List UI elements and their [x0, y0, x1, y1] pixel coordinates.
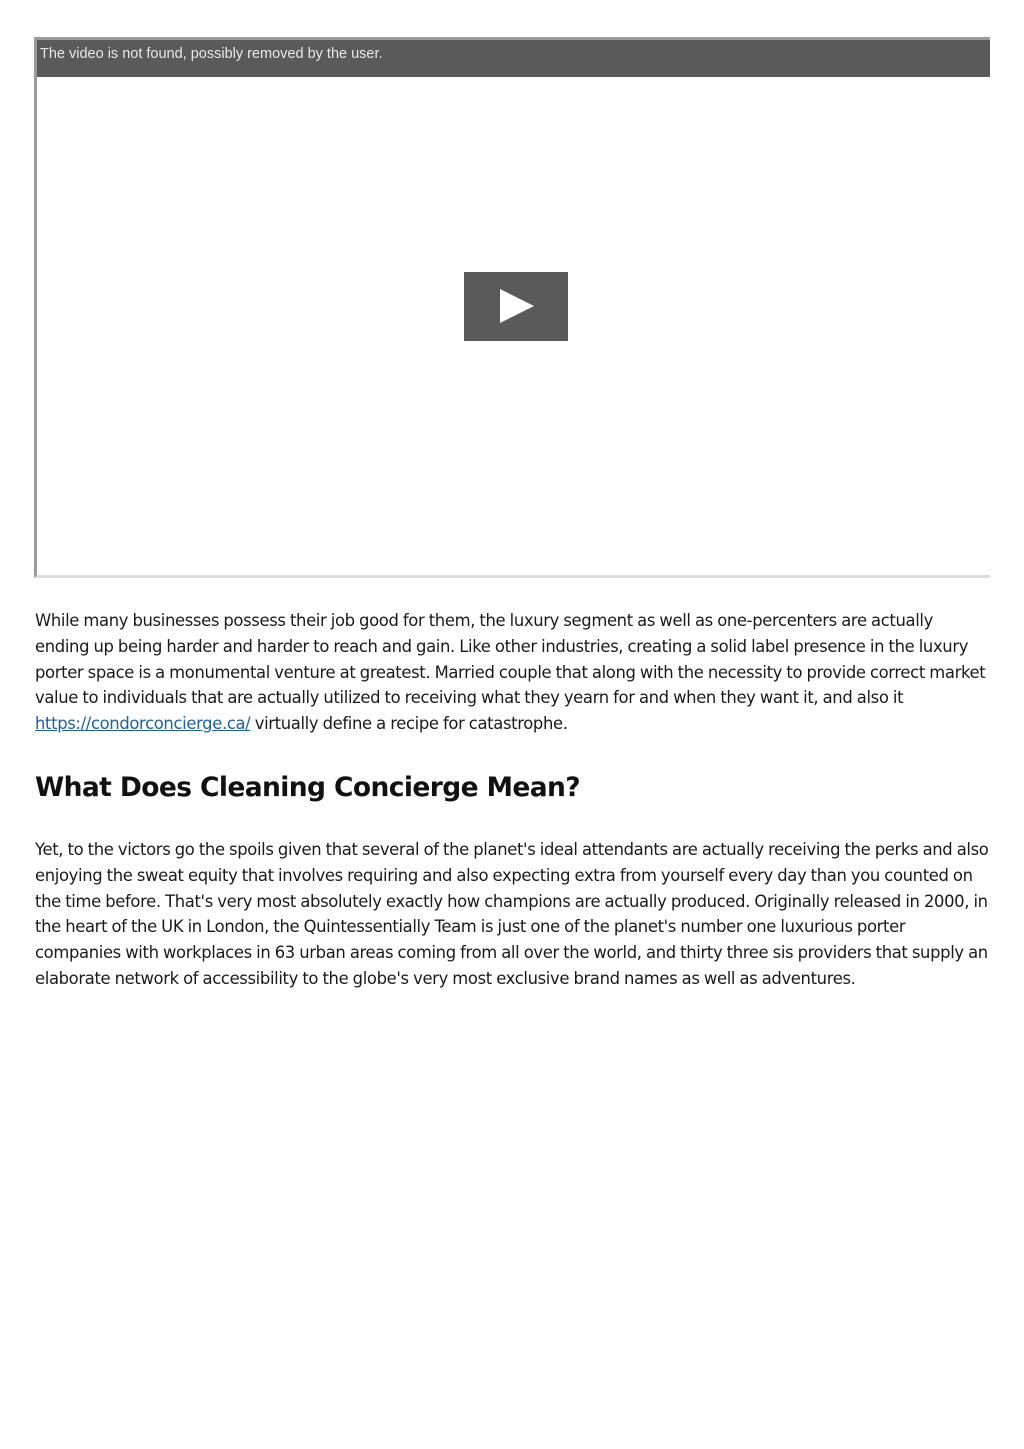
- section-heading: What Does Cleaning Concierge Mean?: [35, 771, 581, 803]
- video-error-bar: [37, 40, 990, 77]
- play-icon: [500, 289, 534, 323]
- paragraph-text: While many businesses possess their job good for them, the luxury segment as well as one-percenters are actually ending up being harder and harder to reach and gain. Like other industries, creating a solid label presence in the luxury porter space is a monumental venture at greatest. Married couple that along with the necessity to provide correct market value to individuals that are actually utilized to receiving what they yearn for and when they want it, and also it: [35, 611, 986, 708]
- paragraph-text: virtually define a recipe for catastrophe.: [250, 714, 568, 734]
- article-paragraph: [35, 608, 990, 737]
- play-button[interactable]: [464, 272, 568, 341]
- video-error-message: The video is not found, possibly removed by the user.: [40, 46, 383, 62]
- article-body: [35, 608, 990, 992]
- article-link[interactable]: https://condorconcierge.ca/: [35, 714, 251, 734]
- video-embed[interactable]: [34, 37, 990, 578]
- article-paragraph: Yet, to the victors go the spoils given that several of the planet's ideal attendants are actually receiving the perks and also enjoying the sweat equity that involves requiring and also expecting extra from yourself every day than you counted on the time before. That's very most absolutely exactly how champions are actually produced. Originally released in 2000, in the heart of the UK in London, the Quintessentially Team is just one of the planet's number one luxurious porter companies with workplaces in 63 urban areas coming from all over the world, and thirty three sis providers that supply an elaborate network of accessibility to the globe's very most exclusive brand names as well as adventures.: [35, 839, 989, 988]
